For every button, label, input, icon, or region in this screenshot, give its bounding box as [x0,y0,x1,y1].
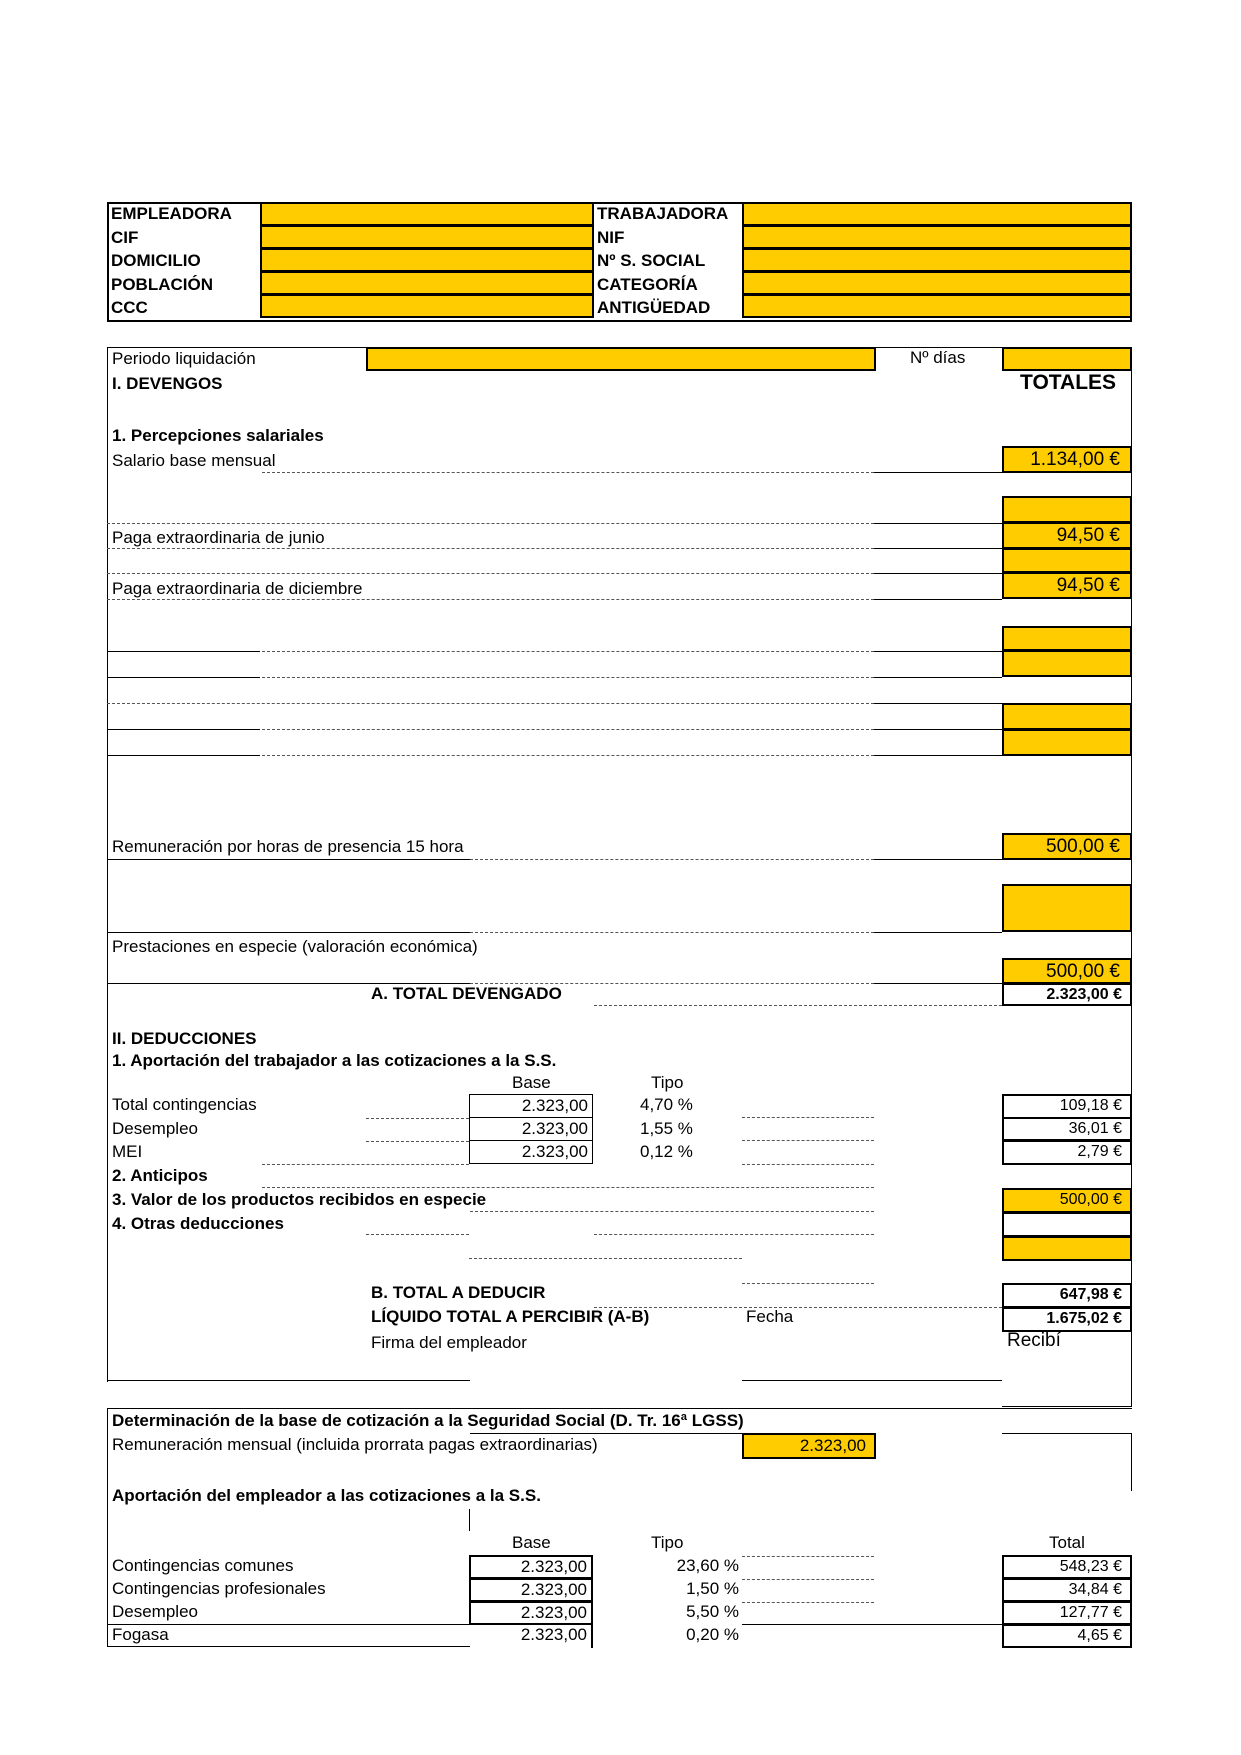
dotted-leader [107,548,874,549]
row-line [107,1646,470,1647]
row-line [1002,1433,1132,1434]
ded-row-base-2: 2.323,00 [469,1117,593,1141]
dotted-leader [742,1556,874,1557]
empty-devengo-input-1[interactable] [1002,496,1132,523]
empty-devengo-input-3[interactable] [1002,626,1132,651]
totales-header: TOTALES [1020,371,1117,394]
emp-row-base-4: 2.323,00 [469,1624,593,1648]
dotted-leader [742,1579,874,1580]
liquido-value: 1.675,02 € [1002,1307,1132,1332]
empleadora-input[interactable] [260,202,594,226]
header-left-inputs [260,202,594,318]
dotted-leader [107,573,874,574]
base-cotizacion-title: Determinación de la base de cotización a la Seguridad Social (D. Tr. 16ª LGSS) [112,1411,744,1430]
row-line [874,599,1002,600]
label-nss: Nº S. SOCIAL [597,251,706,270]
header-left-labels [111,203,232,321]
row-line [874,651,1002,652]
row-line [107,651,260,652]
empleador-tipo-header: Tipo [651,1533,684,1552]
periodo-label: Periodo liquidación [112,349,256,368]
ded-row-label-1: Total contingencias [112,1095,257,1114]
total-deducir-label: B. TOTAL A DEDUCIR [371,1283,546,1302]
row-line [874,729,1002,730]
trabajadora-input[interactable] [742,202,1132,226]
horas-presencia-label: Remuneración por horas de presencia 15 hora [112,837,464,856]
ded-row-tipo-2: 1,55 % [640,1119,693,1138]
dias-input[interactable] [1002,347,1132,371]
productos-especie-value[interactable]: 500,00 € [1002,1188,1132,1213]
dotted-leader [262,755,874,756]
otras-deducciones-input-2[interactable] [1002,1236,1132,1261]
emp-row-tipo-4: 0,20 % [686,1625,739,1644]
dotted-leader [262,729,874,730]
row-line [874,472,1002,473]
domicilio-input[interactable] [260,248,594,272]
especie-value[interactable]: 500,00 € [1002,958,1132,984]
ccc-input[interactable] [260,294,594,318]
emp-row-total-1: 548,23 € [1002,1555,1132,1579]
antiguedad-input[interactable] [742,294,1132,318]
dotted-leader [366,1118,469,1119]
row-line [874,755,1002,756]
fecha-label: Fecha [746,1307,794,1326]
ded-row-base-1: 2.323,00 [469,1094,593,1118]
emp-row-base-2: 2.323,00 [469,1578,593,1602]
row-line [874,859,1002,860]
ded-row-label-2: Desempleo [112,1119,198,1138]
divider [469,1509,470,1531]
row-line [107,859,470,860]
otras-deducciones-label: 4. Otras deducciones [112,1214,284,1233]
empty-devengo-input-6[interactable] [1002,729,1132,756]
total-deducir-value: 647,98 € [1002,1283,1132,1308]
empty-devengo-input-2[interactable] [1002,548,1132,573]
dotted-leader [594,1307,1002,1308]
label-trabajadora: TRABAJADORA [597,204,729,223]
empleador-left [107,1484,108,1646]
firma-empleador-line [107,1380,470,1381]
dotted-leader [262,677,874,678]
aportacion-trabajador-title: 1. Aportación del trabajador a las cotizaciones a la S.S. [112,1051,557,1070]
dotted-leader [470,859,874,860]
dotted-leader [470,1211,874,1212]
liquido-label: LÍQUIDO TOTAL A PERCIBIR (A-B) [371,1307,650,1326]
dotted-leader [742,1602,874,1603]
row-line [874,548,1002,549]
header-right-inputs [742,202,1132,318]
label-nif: NIF [597,227,625,247]
horas-presencia-value[interactable]: 500,00 € [1002,833,1132,860]
otras-deducciones-input[interactable] [1002,1212,1132,1237]
row-line [107,755,260,756]
dotted-leader [107,599,874,600]
devengos-title: I. DEVENGOS [112,374,223,393]
emp-row-base-1: 2.323,00 [469,1555,593,1579]
empleador-base-header: Base [512,1533,551,1552]
total-devengado-label: A. TOTAL DEVENGADO [371,984,562,1003]
label-categoria: CATEGORÍA [597,274,698,294]
ded-row-total-3: 2,79 € [1002,1140,1132,1165]
dotted-leader [742,1164,874,1165]
dotted-leader [262,472,874,473]
base-cotizacion-left [107,1408,108,1492]
frame-left [107,347,108,1382]
ded-row-label-3: MEI [112,1142,143,1161]
dotted-leader [742,1140,874,1141]
ded-row-tipo-3: 0,12 % [640,1142,693,1161]
empty-devengo-input-5[interactable] [1002,703,1132,730]
empleador-title: Aportación del empleador a las cotizaciones a la S.S. [112,1486,541,1505]
row-edge [1131,1433,1132,1491]
emp-row-total-4: 4,65 € [1002,1624,1132,1648]
row-line [874,983,1002,984]
nif-input[interactable] [742,225,1132,249]
paga-junio-label: Paga extraordinaria de junio [112,528,325,547]
anticipos-label: 2. Anticipos [112,1166,208,1185]
label-ccc: CCC [111,298,148,317]
row-line [874,677,1002,678]
dotted-leader [470,932,874,933]
categoria-input[interactable] [742,271,1132,295]
ded-row-total-1: 109,18 € [1002,1094,1132,1119]
emp-row-label-4: Fogasa [112,1625,169,1644]
row-line [874,932,1002,933]
dotted-leader [469,1258,742,1259]
row-line [742,1624,1002,1625]
dias-label: Nº días [910,348,966,367]
emp-row-label-2: Contingencias profesionales [112,1579,326,1598]
especie-label: Prestaciones en especie (valoración económica) [112,937,478,956]
dotted-leader [262,651,874,652]
salario-base-label: Salario base mensual [112,451,276,470]
empleador-total-header: Total [1049,1533,1085,1552]
cif-input[interactable] [260,225,594,249]
frame-bottom [1002,1406,1132,1407]
emp-row-label-3: Desempleo [112,1602,198,1621]
ded-row-total-2: 36,01 € [1002,1117,1132,1141]
row-line [874,523,1002,524]
base-cotizacion-top [107,1408,1132,1409]
periodo-input[interactable] [366,347,876,371]
empty-devengo-input-7[interactable] [1002,884,1132,932]
emp-row-total-3: 127,77 € [1002,1601,1132,1625]
fecha-signature-line [742,1380,1002,1381]
remuneracion-mensual-value[interactable]: 2.323,00 [742,1433,876,1459]
emp-row-tipo-2: 1,50 % [686,1579,739,1598]
deducciones-tipo-header: Tipo [651,1073,684,1092]
dotted-leader [366,1141,469,1142]
paga-diciembre-label: Paga extraordinaria de diciembre [112,579,363,598]
row-line [874,573,1002,574]
label-cif: CIF [111,227,139,247]
label-domicilio: DOMICILIO [111,251,201,270]
paga-diciembre-value[interactable]: 94,50 € [1002,572,1132,599]
dotted-leader [107,523,874,524]
empty-devengo-input-4[interactable] [1002,650,1132,677]
label-empleadora: EMPLEADORA [111,204,232,223]
row-line [107,677,260,678]
emp-row-tipo-1: 23,60 % [676,1556,739,1575]
label-poblacion: POBLACIÓN [111,274,213,294]
paga-junio-value[interactable]: 94,50 € [1002,522,1132,549]
ded-row-tipo-1: 4,70 % [640,1095,693,1114]
header-right-labels [597,203,728,321]
dotted-leader [594,1234,874,1235]
deducciones-base-header: Base [512,1073,551,1092]
row-line [107,932,470,933]
row-line [874,703,1002,704]
emp-row-base-3: 2.323,00 [469,1601,593,1625]
emp-row-label-1: Contingencias comunes [112,1556,294,1575]
dotted-leader [742,1283,874,1284]
dotted-leader [594,1005,1002,1006]
dotted-leader [262,1164,469,1165]
dotted-leader [262,1187,874,1188]
recibi-label: Recibí [1007,1330,1061,1351]
dotted-leader [742,1117,874,1118]
nss-input[interactable] [742,248,1132,272]
emp-row-total-2: 34,84 € [1002,1578,1132,1602]
dotted-leader [107,703,874,704]
total-devengado-value: 2.323,00 € [1002,983,1132,1006]
remuneracion-mensual-label: Remuneración mensual (incluida prorrata pagas extraordinarias) [112,1435,598,1454]
poblacion-input[interactable] [260,271,594,295]
dotted-leader [366,1234,469,1235]
emp-row-tipo-3: 5,50 % [686,1602,739,1621]
salario-base-value[interactable]: 1.134,00 € [1002,446,1132,473]
label-antiguedad: ANTIGÜEDAD [597,298,711,317]
firma-empleador-label: Firma del empleador [371,1333,527,1352]
ded-row-base-3: 2.323,00 [469,1140,593,1164]
percepciones-title: 1. Percepciones salariales [112,426,324,445]
deducciones-title: II. DEDUCCIONES [112,1029,257,1048]
productos-especie-label: 3. Valor de los productos recibidos en especie [112,1190,487,1209]
row-line [107,729,260,730]
